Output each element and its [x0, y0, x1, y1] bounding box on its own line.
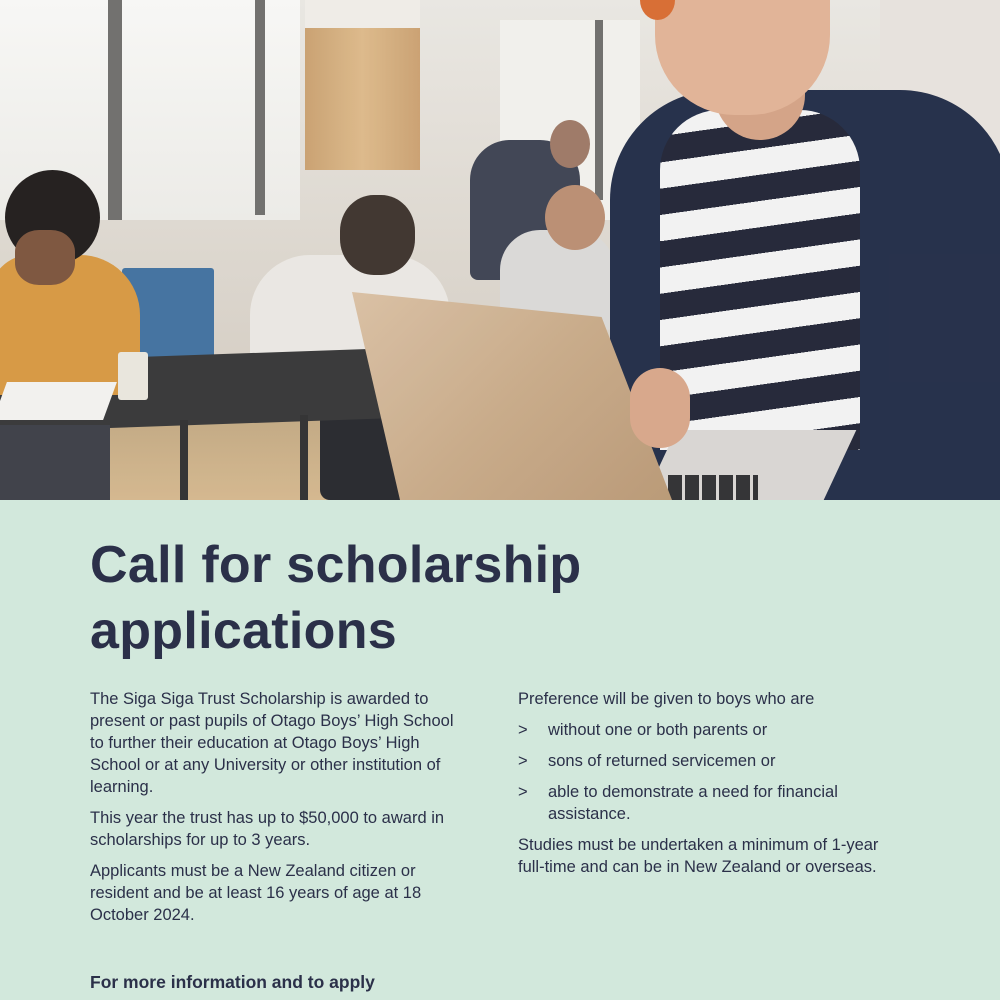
- title-line-2: applications: [90, 602, 397, 660]
- list-item: [518, 781, 898, 825]
- list-item-text: able to demonstrate a need for financial assistance.: [548, 783, 838, 823]
- list-item-text: without one or both parents or: [548, 721, 768, 739]
- list-item: [518, 750, 898, 772]
- list-item-text: sons of returned servicemen or: [548, 752, 776, 770]
- title-line-1: Call for scholarship: [90, 536, 582, 594]
- paragraph-eligibility: The Siga Siga Trust Scholarship is awarded to present or past pupils of Otago Boys’ High School to further their education at Otago Boys’ High School or at any University or other institution of learning.: [90, 690, 454, 796]
- more-info-heading: For more information and to apply: [90, 972, 375, 992]
- page-title: [90, 532, 850, 664]
- bullet-marker: >: [518, 721, 528, 739]
- study-requirements: Studies must be undertaken a minimum of 1-year full-time and can be in New Zealand or overseas.: [518, 836, 879, 876]
- preference-list: [518, 719, 898, 825]
- right-column: [518, 688, 898, 887]
- paragraph-requirements: Applicants must be a New Zealand citizen or resident and be at least 16 years of age at 18 October 2024.: [90, 862, 422, 924]
- paragraph-funding: This year the trust has up to $50,000 to award in scholarships for up to 3 years.: [90, 809, 445, 849]
- preference-intro: Preference will be given to boys who are: [518, 690, 815, 708]
- left-column: [90, 688, 470, 935]
- bullet-marker: >: [518, 752, 528, 770]
- bullet-marker: >: [518, 783, 528, 801]
- text-panel: [0, 500, 1000, 1000]
- list-item: [518, 719, 898, 741]
